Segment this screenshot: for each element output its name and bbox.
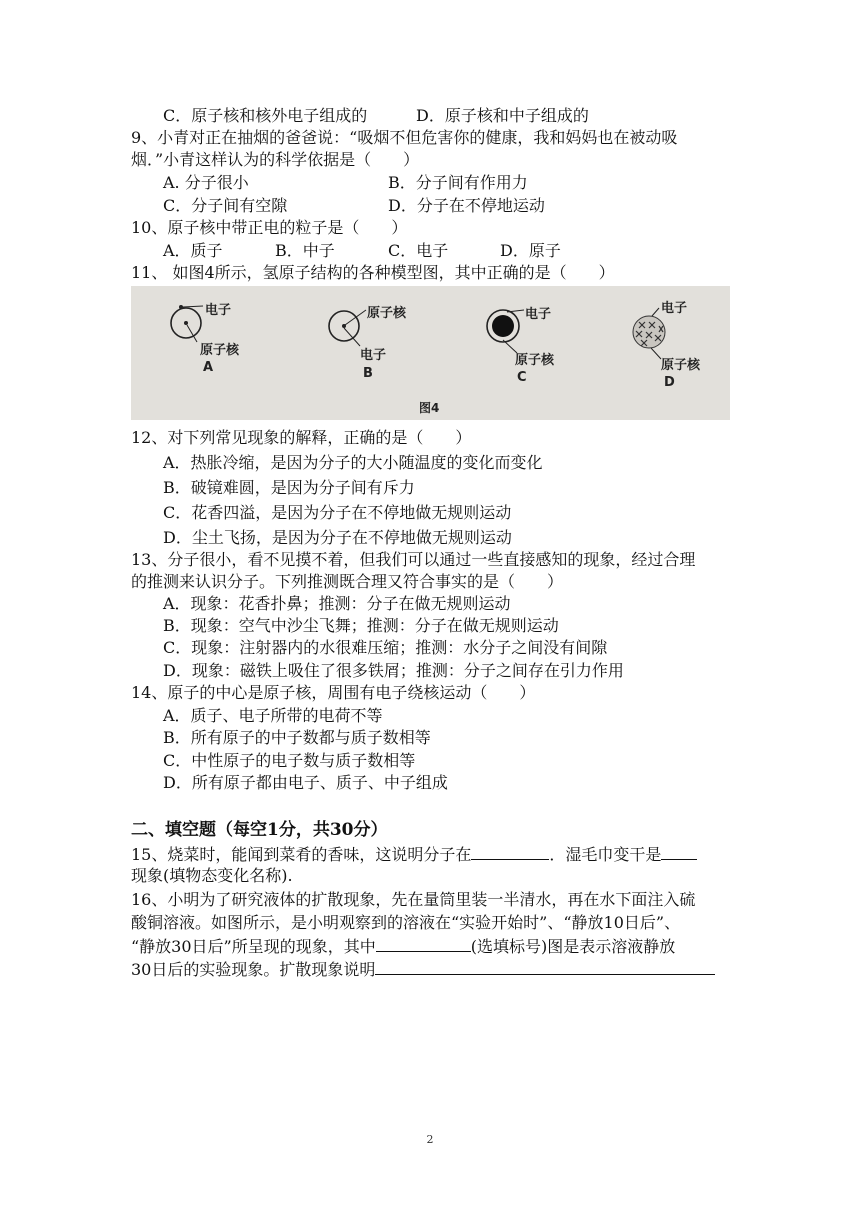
- q14-option-a: A．质子、电子所带的电荷不等: [163, 706, 383, 725]
- q16-text-a: “静放30日后”所呈现的现象，其中: [131, 937, 376, 956]
- q16-blank-1[interactable]: [376, 936, 471, 952]
- q15-line1: [131, 844, 697, 865]
- q10-option-d: D．原子: [500, 241, 561, 260]
- q13-stem-line1: 13、分子很小，看不见摸不着，但我们可以通过一些直接感知的现象，经过合理: [131, 550, 696, 569]
- q16-line1: 16、小明为了研究液体的扩散现象，先在量筒里装一半清水，再在水下面注入硫: [131, 890, 696, 909]
- q15-text-b: ．湿毛巾变干是: [549, 845, 662, 864]
- q16-text-c: 30日后的实验现象。扩散现象说明: [131, 960, 376, 979]
- q9-option-c: C．分子间有空隙: [163, 196, 288, 215]
- q12-option-b: B．破镜难圆，是因为分子间有斥力: [163, 478, 415, 497]
- q13-option-d: D．现象：磁铁上吸住了很多铁屑；推测：分子之间存在引力作用: [163, 661, 624, 680]
- q14-option-d: D．所有原子都由电子、质子、中子组成: [163, 773, 448, 792]
- model-a-letter: A: [203, 360, 214, 375]
- model-d-letter: D: [664, 375, 675, 390]
- q10-option-a: A．质子: [163, 241, 223, 260]
- model-b-electron-label: 电子: [360, 348, 387, 363]
- model-d-electron-label: 电子: [661, 301, 688, 316]
- figure-4-hydrogen-models: [131, 286, 730, 420]
- model-c-nucleus-label: 原子核: [515, 353, 555, 368]
- page-number: 2: [426, 1133, 434, 1146]
- q11-stem: 11、 如图4所示，氢原子结构的各种模型图，其中正确的是（ ）: [131, 263, 615, 282]
- q14-option-b: B．所有原子的中子数都与质子数相等: [163, 728, 431, 747]
- q13-option-c: C．现象：注射器内的水很难压缩；推测：水分子之间没有间隙: [163, 638, 608, 657]
- model-b-nucleus-label: 原子核: [367, 306, 407, 321]
- q16-text-b: (选填标号)图是表示溶液静放: [470, 937, 676, 956]
- q14-option-c: C．中性原子的电子数与质子数相等: [163, 751, 416, 770]
- q15-blank-1[interactable]: [471, 844, 549, 860]
- q9-option-b: B．分子间有作用力: [388, 173, 528, 192]
- q15-text-a: 15、烧菜时，能闻到菜肴的香味，这说明分子在: [131, 845, 472, 864]
- model-c-electron-label: 电子: [525, 307, 552, 322]
- model-b-letter: B: [363, 366, 373, 381]
- q16-line3: [131, 936, 675, 957]
- q10-option-c: C．电子: [388, 241, 449, 260]
- q10-option-b: B．中子: [275, 241, 335, 260]
- model-a-electron-label: 电子: [205, 303, 232, 318]
- q13-option-a: A．现象：花香扑鼻；推测：分子在做无规则运动: [163, 594, 511, 613]
- section-2-title: 二、填空题（每空1分，共30分）: [131, 820, 388, 840]
- model-a-drawing: [171, 305, 203, 342]
- q15-blank-2[interactable]: [661, 844, 697, 860]
- q9-option-d: D．分子在不停地运动: [388, 196, 545, 215]
- model-c-drawing: [487, 310, 524, 353]
- q16-line2: 酸铜溶液。如图所示，是小明观察到的溶液在“实验开始时”、“静放10日后”、: [131, 913, 681, 932]
- q9-option-a: A. 分子很小: [163, 173, 249, 192]
- q9-stem-line2: 烟．”小青这样认为的科学依据是（ ）: [131, 150, 420, 169]
- model-b-drawing: [329, 310, 366, 346]
- q15-line2: 现象(填物态变化名称).: [131, 866, 293, 885]
- q13-stem-line2: 的推测来认识分子。下列推测既合理又符合事实的是（ ）: [131, 572, 564, 591]
- q10-stem: 10、原子核中带正电的粒子是（ ）: [131, 218, 408, 237]
- model-a-nucleus-label: 原子核: [200, 343, 240, 358]
- q12-option-d: D．尘土飞扬，是因为分子在不停地做无规则运动: [163, 528, 512, 547]
- q16-line4: [131, 959, 715, 980]
- figure-4-caption: 图4: [419, 401, 440, 415]
- q16-blank-2[interactable]: [375, 959, 715, 975]
- q8-option-c: C．原子核和核外电子组成的: [163, 106, 368, 125]
- model-d-nucleus-label: 原子核: [661, 358, 701, 373]
- q12-stem: 12、对下列常见现象的解释，正确的是（ ）: [131, 428, 472, 447]
- q14-stem: 14、原子的中心是原子核，周围有电子绕核运动（ ）: [131, 683, 536, 702]
- q12-option-a: A．热胀冷缩，是因为分子的大小随温度的变化而变化: [163, 453, 543, 472]
- q8-option-d: D．原子核和中子组成的: [416, 106, 589, 125]
- q12-option-c: C．花香四溢，是因为分子在不停地做无规则运动: [163, 503, 512, 522]
- model-c-letter: C: [517, 370, 527, 385]
- q9-stem-line1: 9、小青对正在抽烟的爸爸说：“吸烟不但危害你的健康，我和妈妈也在被动吸: [131, 128, 678, 147]
- q13-option-b: B．现象：空气中沙尘飞舞；推测：分子在做无规则运动: [163, 616, 559, 635]
